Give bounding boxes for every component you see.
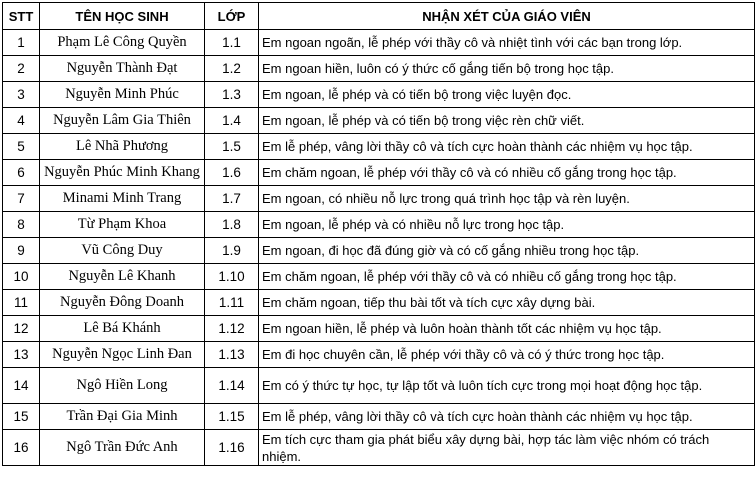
- comment-cell: Em ngoan, lễ phép và có tiến bộ trong việc luyện đọc.: [259, 82, 755, 108]
- student-name-cell: Nguyễn Lê Khanh: [40, 264, 205, 290]
- table-row: [3, 368, 755, 404]
- stt-cell: 11: [3, 290, 40, 316]
- student-name-cell: Lê Bá Khánh: [40, 316, 205, 342]
- student-name-cell: Phạm Lê Công Quyền: [40, 30, 205, 56]
- comment-cell: Em lễ phép, vâng lời thầy cô và tích cực hoàn thành các nhiệm vụ học tập.: [259, 134, 755, 160]
- class-cell: 1.6: [205, 160, 259, 186]
- comment-cell: Em chăm ngoan, lễ phép với thầy cô và có nhiều cố gắng trong học tập.: [259, 264, 755, 290]
- class-cell: 1.3: [205, 82, 259, 108]
- class-cell: 1.12: [205, 316, 259, 342]
- stt-cell: 7: [3, 186, 40, 212]
- table-row: [3, 212, 755, 238]
- stt-cell: 16: [3, 430, 40, 466]
- comment-cell: Em tích cực tham gia phát biểu xây dựng bài, hợp tác làm việc nhóm có trách nhiệm.: [259, 430, 755, 466]
- stt-cell: 13: [3, 342, 40, 368]
- header-class: LỚP: [205, 3, 259, 30]
- stt-cell: 15: [3, 404, 40, 430]
- stt-cell: 2: [3, 56, 40, 82]
- class-cell: 1.8: [205, 212, 259, 238]
- comment-cell: Em ngoan, lễ phép và có nhiều nỗ lực trong học tập.: [259, 212, 755, 238]
- class-cell: 1.2: [205, 56, 259, 82]
- student-name-cell: Nguyễn Minh Phúc: [40, 82, 205, 108]
- student-name-cell: Minami Minh Trang: [40, 186, 205, 212]
- student-name-cell: Từ Phạm Khoa: [40, 212, 205, 238]
- student-name-cell: Nguyễn Đông Doanh: [40, 290, 205, 316]
- class-cell: 1.7: [205, 186, 259, 212]
- table-row: [3, 316, 755, 342]
- stt-cell: 12: [3, 316, 40, 342]
- comment-cell: Em chăm ngoan, lễ phép với thầy cô và có nhiều cố gắng trong học tập.: [259, 160, 755, 186]
- comment-cell: Em đi học chuyên cần, lễ phép với thầy cô và có ý thức trong học tập.: [259, 342, 755, 368]
- stt-cell: 4: [3, 108, 40, 134]
- stt-cell: 1: [3, 30, 40, 56]
- stt-cell: 10: [3, 264, 40, 290]
- table-row: [3, 290, 755, 316]
- header-row: [3, 3, 755, 30]
- comment-cell: Em ngoan, lễ phép và có tiến bộ trong việc rèn chữ viết.: [259, 108, 755, 134]
- table-row: [3, 342, 755, 368]
- class-cell: 1.5: [205, 134, 259, 160]
- class-cell: 1.15: [205, 404, 259, 430]
- stt-cell: 3: [3, 82, 40, 108]
- class-cell: 1.9: [205, 238, 259, 264]
- header-teacher-comment: NHẬN XÉT CỦA GIÁO VIÊN: [259, 3, 755, 30]
- class-cell: 1.4: [205, 108, 259, 134]
- student-name-cell: Vũ Công Duy: [40, 238, 205, 264]
- stt-cell: 14: [3, 368, 40, 404]
- header-stt: STT: [3, 3, 40, 30]
- student-name-cell: Nguyễn Phúc Minh Khang: [40, 160, 205, 186]
- class-cell: 1.13: [205, 342, 259, 368]
- table-row: [3, 186, 755, 212]
- class-cell: 1.16: [205, 430, 259, 466]
- stt-cell: 6: [3, 160, 40, 186]
- student-name-cell: Nguyễn Ngọc Linh Đan: [40, 342, 205, 368]
- table-row: [3, 264, 755, 290]
- comment-cell: Em ngoan ngoãn, lễ phép với thầy cô và nhiệt tình với các bạn trong lớp.: [259, 30, 755, 56]
- student-name-cell: Ngô Trần Đức Anh: [40, 430, 205, 466]
- class-cell: 1.11: [205, 290, 259, 316]
- table-row: [3, 430, 755, 466]
- stt-cell: 9: [3, 238, 40, 264]
- class-cell: 1.1: [205, 30, 259, 56]
- table-row: [3, 56, 755, 82]
- table-row: [3, 160, 755, 186]
- student-name-cell: Nguyễn Thành Đạt: [40, 56, 205, 82]
- table-row: [3, 238, 755, 264]
- student-name-cell: Lê Nhã Phương: [40, 134, 205, 160]
- header-student-name: TÊN HỌC SINH: [40, 3, 205, 30]
- table-row: [3, 404, 755, 430]
- student-name-cell: Trần Đại Gia Minh: [40, 404, 205, 430]
- stt-cell: 5: [3, 134, 40, 160]
- table-row: [3, 108, 755, 134]
- table-row: [3, 82, 755, 108]
- comment-cell: Em chăm ngoan, tiếp thu bài tốt và tích cực xây dựng bài.: [259, 290, 755, 316]
- comment-cell: Em lễ phép, vâng lời thầy cô và tích cực hoàn thành các nhiệm vụ học tập.: [259, 404, 755, 430]
- comment-cell: Em ngoan hiền, luôn có ý thức cố gắng tiến bộ trong học tập.: [259, 56, 755, 82]
- student-comments-table: [2, 2, 755, 466]
- table-row: [3, 134, 755, 160]
- table-row: [3, 30, 755, 56]
- class-cell: 1.10: [205, 264, 259, 290]
- comment-cell: Em có ý thức tự học, tự lập tốt và luôn tích cực trong mọi hoạt động học tập.: [259, 368, 755, 404]
- class-cell: 1.14: [205, 368, 259, 404]
- student-name-cell: Ngô Hiền Long: [40, 368, 205, 404]
- stt-cell: 8: [3, 212, 40, 238]
- comment-cell: Em ngoan, đi học đã đúng giờ và có cố gắng nhiều trong học tập.: [259, 238, 755, 264]
- comment-cell: Em ngoan, có nhiều nỗ lực trong quá trình học tập và rèn luyện.: [259, 186, 755, 212]
- student-name-cell: Nguyễn Lâm Gia Thiên: [40, 108, 205, 134]
- comment-cell: Em ngoan hiền, lễ phép và luôn hoàn thành tốt các nhiệm vụ học tập.: [259, 316, 755, 342]
